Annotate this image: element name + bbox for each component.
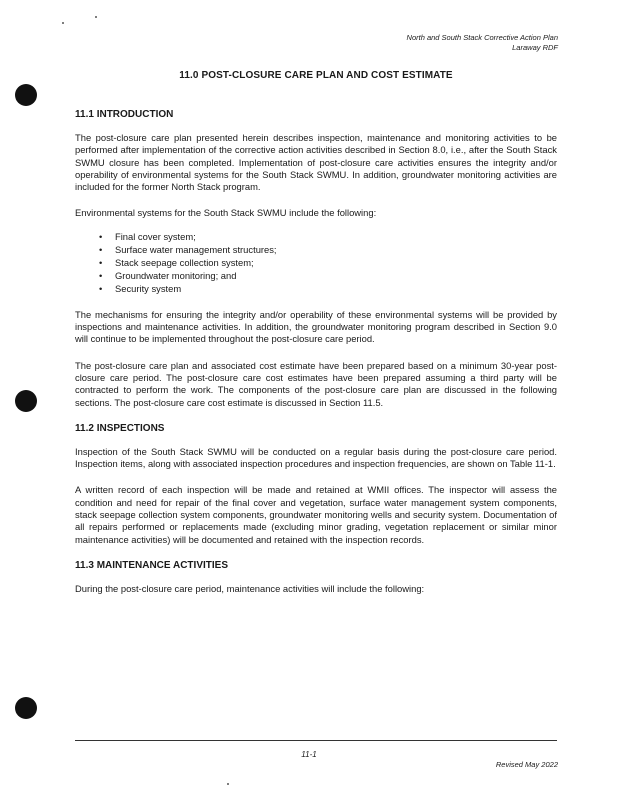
environmental-systems-list — [75, 230, 557, 295]
intro-paragraph-3: The mechanisms for ensuring the integrity and/or operability of these environmental systems will be provided by inspections and maintenance activities. In addition, the groundwater monitoring program described in Section 9.0 will continue to be implemented throughout the post-closure care period. — [75, 308, 557, 345]
list-item: • Surface water management structures; — [115, 243, 557, 256]
binder-hole-icon — [15, 697, 37, 719]
header-line-1: North and South Stack Corrective Action Plan — [406, 33, 558, 42]
header-line-2: Laraway RDF — [512, 43, 558, 52]
binder-hole-icon — [15, 390, 37, 412]
intro-paragraph-2: Environmental systems for the South Stack SWMU include the following: — [75, 207, 377, 219]
inspections-paragraph-1: Inspection of the South Stack SWMU will be conducted on a regular basis during the post-closure care period. Inspection items, along with associated inspection procedures and inspection frequencies, are shown on Table 11-1. — [75, 445, 557, 470]
list-item: • Security system — [115, 282, 557, 295]
section-heading-introduction: 11.1 INTRODUCTION — [75, 109, 174, 120]
intro-paragraph-1: The post-closure care plan presented herein describes inspection, maintenance and monitoring activities to be performed after implementation of the corrective action activities described in Section 8.0, i.e., after the South Stack SWMU closure has been completed. Implementation of post-closure care activities ensures the integrity and/or operability of environmental systems for the South Stack SWMU. In addition, groundwater monitoring activities are included for the former North Stack program. — [75, 132, 557, 193]
list-item: • Groundwater monitoring; and — [115, 269, 557, 282]
scan-speck — [227, 783, 229, 785]
inspections-paragraph-2: A written record of each inspection will be made and retained at WMII offices. The inspector will assess the condition and need for repair of the final cover and vegetation, surface water management system components, stack seepage collection system components, groundwater monitoring wells and security system. Documentation of all repairs performed or replacements made (excluding minor grading, vegetation replacement or similar minor maintenance activities) will be documented and retained with the inspection records. — [75, 484, 557, 545]
intro-paragraph-4: The post-closure care plan and associated cost estimate have been prepared based on a minimum 30-year post-closure care period. The post-closure care cost estimates have been prepared assuming a third party will be contracted to perform the work. The components of the post-closure care plan are discussed in the following sections. The post-closure care cost estimate is discussed in Section 11.5. — [75, 359, 557, 408]
section-heading-inspections: 11.2 INSPECTIONS — [75, 422, 165, 434]
page-number: 11-1 — [301, 750, 317, 759]
footer-divider — [75, 740, 557, 741]
binder-hole-icon — [15, 84, 37, 106]
scan-speck — [62, 22, 64, 24]
scan-speck — [95, 16, 97, 18]
running-header — [407, 33, 558, 53]
section-heading-maintenance: 11.3 MAINTENANCE ACTIVITIES — [75, 559, 228, 571]
list-item: • Stack seepage collection system; — [115, 256, 557, 269]
maintenance-paragraph-1: During the post-closure care period, maintenance activities will include the following: — [75, 582, 425, 594]
document-body — [75, 70, 557, 609]
revision-date: Revised May 2022 — [495, 760, 558, 769]
page-title: 11.0 POST-CLOSURE CARE PLAN AND COST ESTIMATE — [179, 70, 453, 81]
list-item: • Final cover system; — [115, 230, 557, 243]
